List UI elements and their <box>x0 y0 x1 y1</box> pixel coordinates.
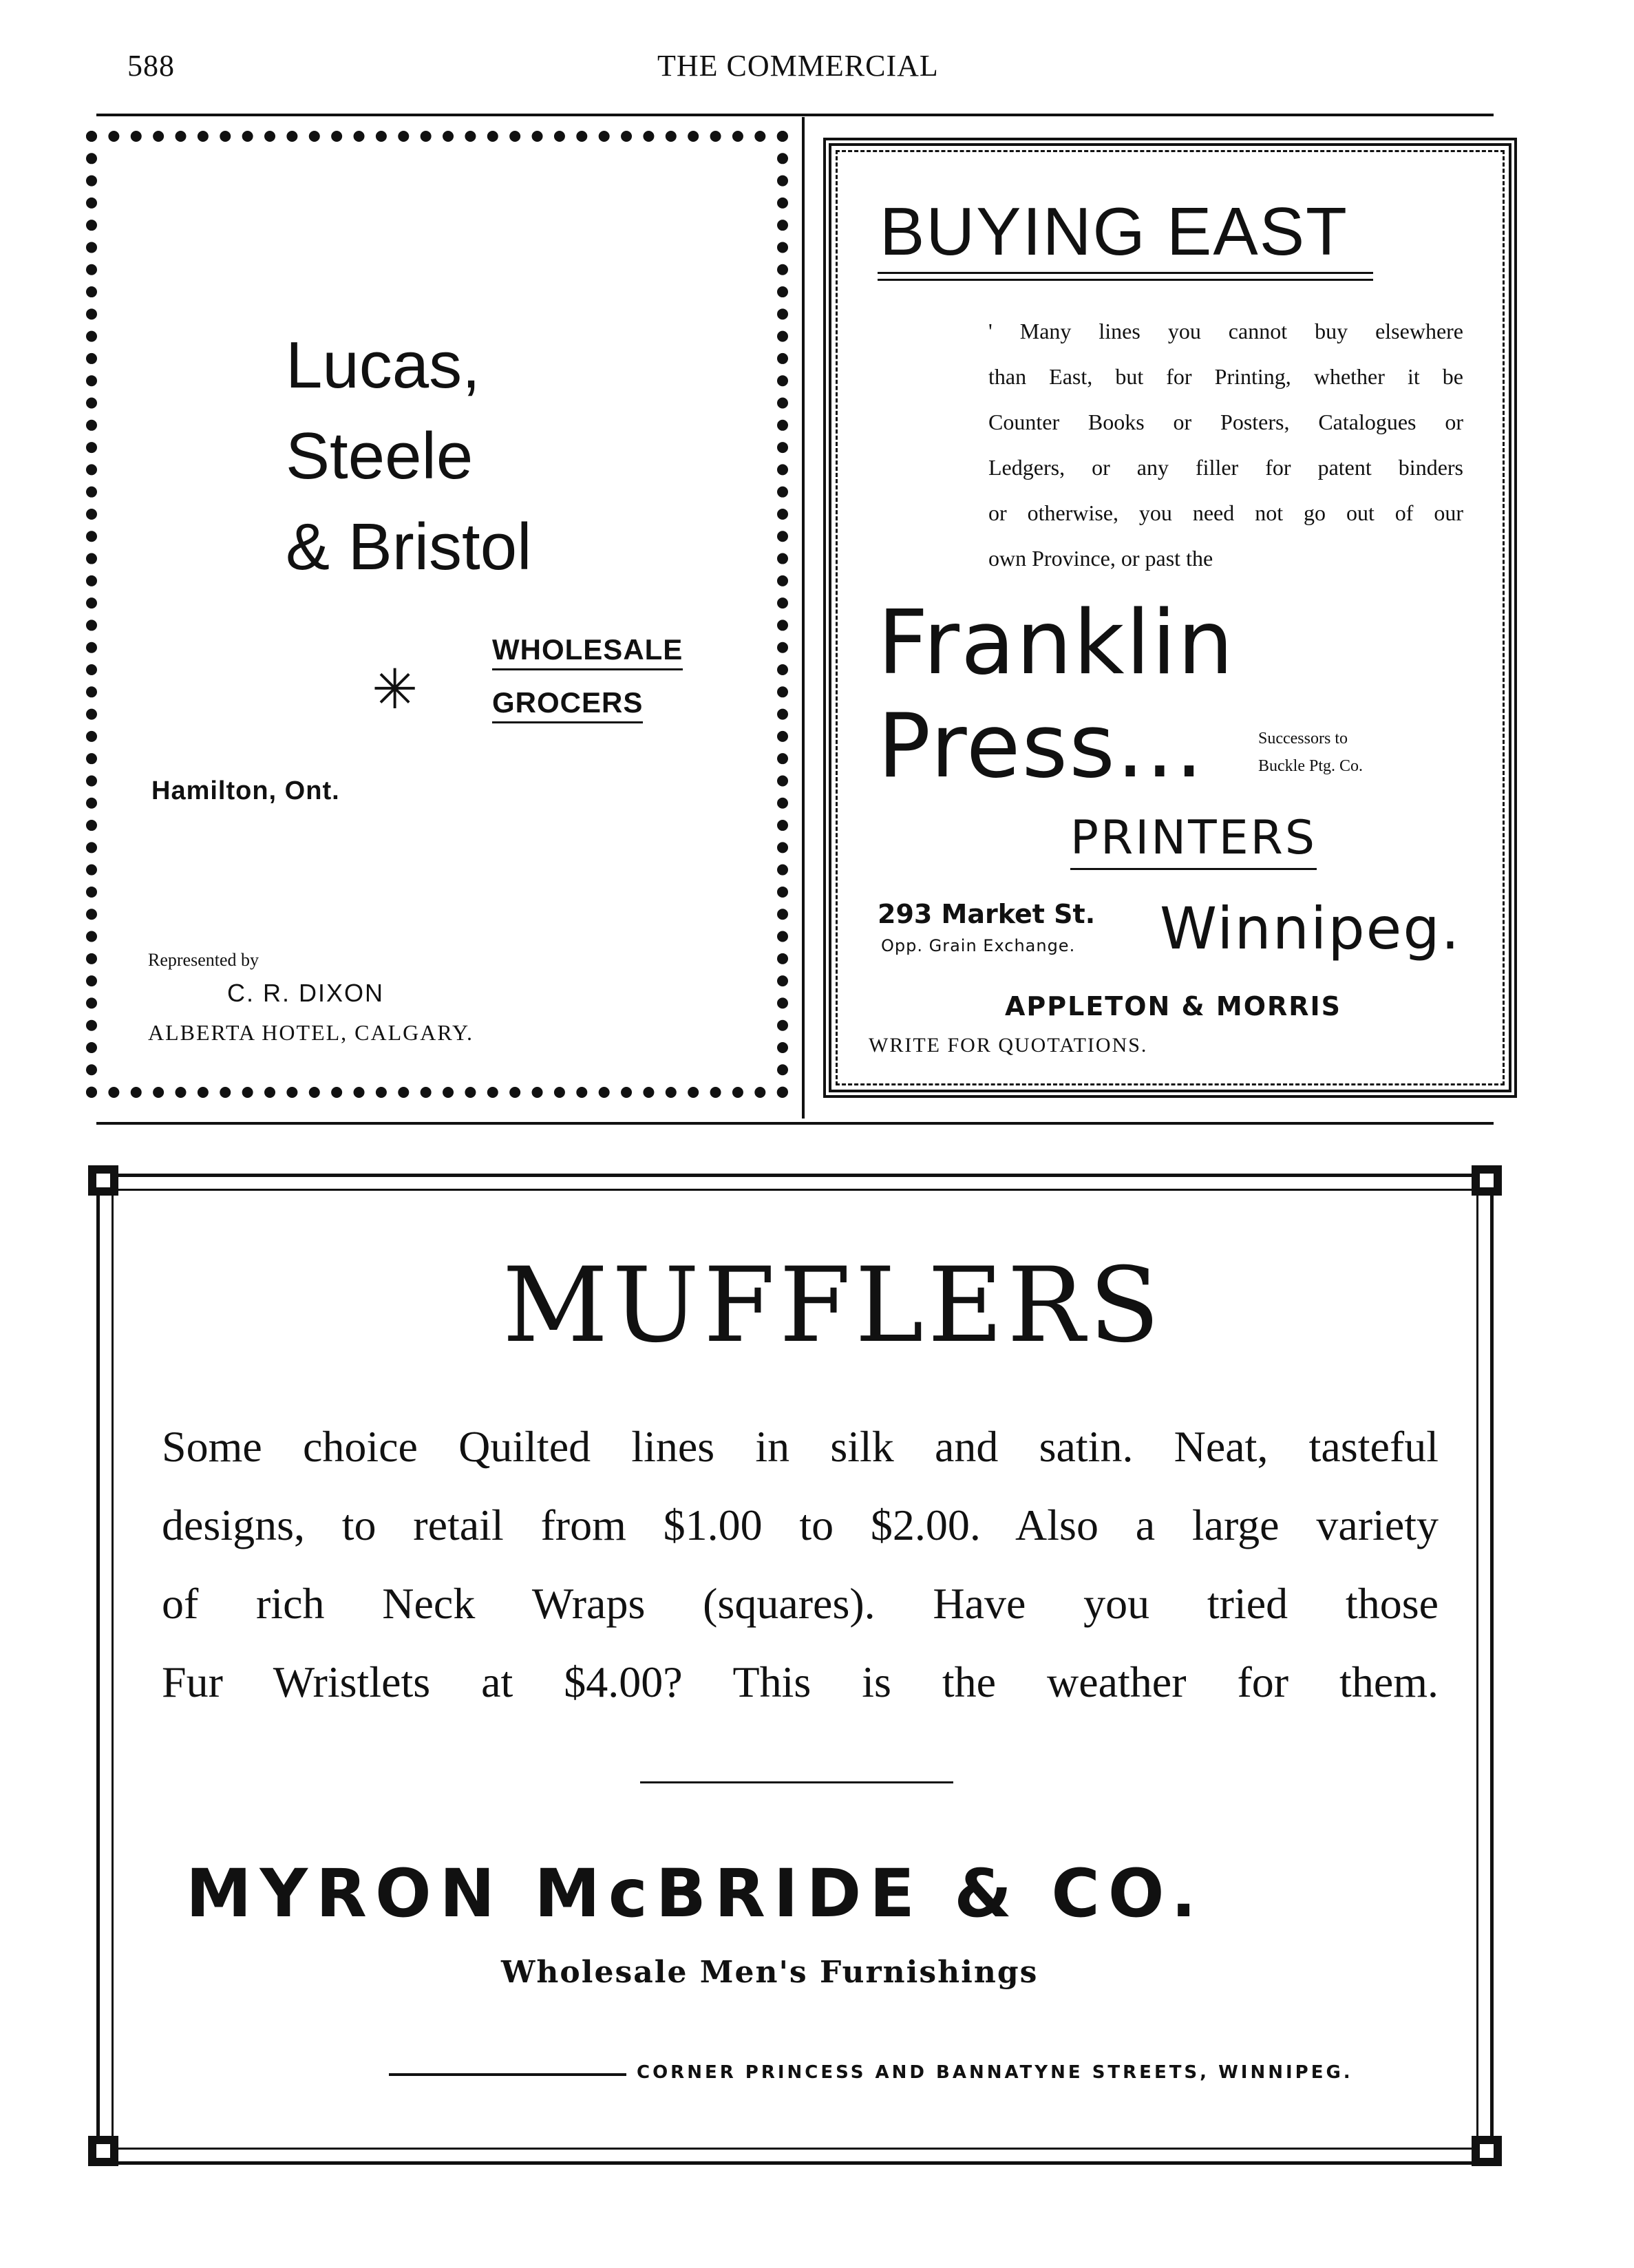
franklin-cta: WRITE FOR QUOTATIONS. <box>869 1034 1148 1057</box>
franklin-name-line-1: Franklin <box>878 592 1235 695</box>
corner-ornament <box>1472 1165 1502 1196</box>
lucas-firm-name <box>286 320 531 593</box>
asterisk-ornament: ✳ <box>372 657 418 721</box>
page-title: THE COMMERCIAL <box>657 49 939 83</box>
paragraph-line: Some choice Quilted lines in silk and satin. Neat, tasteful <box>162 1422 1439 1471</box>
franklin-partners: APPLETON & MORRIS <box>1005 991 1342 1021</box>
rep-address: ALBERTA HOTEL, CALGARY. <box>148 1020 474 1045</box>
firm-line-2: Steele <box>286 419 474 493</box>
headline-rule-1 <box>878 272 1373 274</box>
successors-line-2: Buckle Ptg. Co. <box>1258 757 1364 775</box>
firm-line-3: & Bristol <box>286 510 532 584</box>
headline-rule-2 <box>878 279 1373 281</box>
franklin-address-note: Opp. Grain Exchange. <box>881 936 1076 955</box>
trade-line-1 <box>492 633 683 666</box>
address-leader-rule <box>389 2073 626 2076</box>
corner-ornament <box>88 2136 118 2166</box>
body-line: Counter Books or Posters, Catalogues or <box>988 410 1463 434</box>
buying-east-headline: BUYING EAST <box>880 193 1348 269</box>
trade-line-2 <box>492 686 643 719</box>
buying-east-body <box>988 308 1463 581</box>
page-number: 588 <box>127 49 175 83</box>
franklin-name-line-2: Press... <box>878 695 1205 798</box>
body-line: ' Many lines you cannot buy elsewhere <box>988 319 1463 343</box>
successors-line-1: Successors to <box>1258 730 1348 748</box>
body-line: Ledgers, or any filler for patent binders <box>988 455 1463 480</box>
mufflers-paragraph <box>162 1408 1439 1721</box>
header-rule <box>96 114 1494 116</box>
body-line: own Province, or past the <box>988 546 1213 571</box>
lucas-location: Hamilton, Ont. <box>151 776 340 805</box>
rep-name: C. R. DIXON <box>227 979 385 1007</box>
mcbride-address: CORNER PRINCESS AND BANNATYNE STREETS, WINNIPEG. <box>637 2062 1353 2083</box>
corner-ornament <box>1472 2136 1502 2166</box>
paragraph-line: Fur Wristlets at $4.00? This is the weather for them. <box>162 1657 1439 1706</box>
paragraph-line: designs, to retail from $1.00 to $2.00. Also a large variety <box>162 1501 1439 1549</box>
paragraph-line: of rich Neck Wraps (squares). Have you tried those <box>162 1579 1439 1628</box>
trade-wholesale: WHOLESALE <box>492 633 683 670</box>
body-line: or otherwise, you need not go out of our <box>988 500 1463 525</box>
franklin-city: Winnipeg. <box>1160 895 1461 962</box>
corner-ornament <box>88 1165 118 1196</box>
section-rule <box>96 1122 1494 1125</box>
body-line: than East, but for Printing, whether it be <box>988 364 1463 389</box>
represented-label: Represented by <box>148 950 259 970</box>
mcbride-divider <box>640 1781 953 1783</box>
mcbride-company-name: MYRON McBRIDE & CO. <box>186 1855 1205 1932</box>
mufflers-headline: MUFFLERS <box>502 1246 1164 1366</box>
mcbride-trade: Wholesale Men's Furnishings <box>501 1955 1039 1990</box>
printers-label <box>1070 811 1317 865</box>
printers-text: PRINTERS <box>1070 811 1317 870</box>
firm-line-1: Lucas, <box>286 328 480 402</box>
franklin-address: 293 Market St. <box>878 899 1096 929</box>
column-divider <box>802 117 805 1119</box>
trade-grocers: GROCERS <box>492 686 643 723</box>
